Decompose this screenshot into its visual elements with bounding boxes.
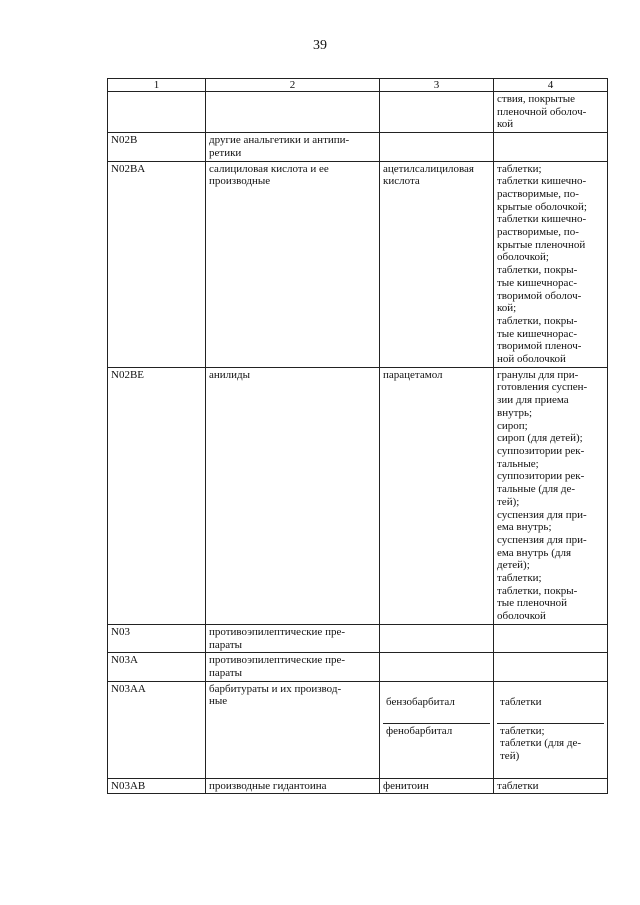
group-name-cell [206, 92, 380, 133]
dosage-forms-cell: таблетки [500, 696, 542, 709]
medication-table [107, 78, 608, 794]
group-name-cell: противоэпилептические пре- параты [206, 653, 380, 681]
column-number: 2 [206, 79, 380, 92]
drug-name-cell: парацетамол [380, 367, 494, 624]
drug-name-cell: фенитоин [380, 778, 494, 794]
column-number: 3 [380, 79, 494, 92]
drug-name-stack [380, 681, 494, 778]
group-name-cell: салициловая кислота и ее производные [206, 161, 380, 367]
dosage-forms-cell: таблетки; таблетки (для де- тей) [497, 723, 604, 764]
drug-name-cell [380, 624, 494, 652]
dosage-forms-cell: таблетки [494, 778, 608, 794]
dosage-forms-cell: ствия, покрытые пленочной оболоч- кой [494, 92, 608, 133]
column-number: 4 [494, 79, 608, 92]
table-row [108, 92, 608, 133]
drug-name-cell [380, 92, 494, 133]
table-row [108, 624, 608, 652]
drug-name-cell: бензобарбитал [386, 696, 455, 709]
atc-code-cell: N03 [108, 624, 206, 652]
atc-code-cell: N02BE [108, 367, 206, 624]
table-row [108, 133, 608, 161]
group-name-cell: барбитураты и их производ- ные [206, 681, 380, 778]
dosage-forms-cell: гранулы для при- готовления суспен- зии для приема внутрь; сироп; сироп (для детей); суппозитории рек- тальные; суппозитории рек- тальные (для де- тей); суспензия для при- ема внутрь; суспензия для при- ема внутрь (для детей); таблетки; таблетки, покры- тые пленочной оболочкой [494, 367, 608, 624]
atc-code-cell: N02BA [108, 161, 206, 367]
atc-code-cell: N03A [108, 653, 206, 681]
table-row [108, 778, 608, 794]
table-row [108, 653, 608, 681]
table-row [108, 161, 608, 367]
group-name-cell: анилиды [206, 367, 380, 624]
table-row [108, 681, 608, 778]
drug-name-cell: фенобарбитал [383, 723, 490, 739]
table-row [108, 367, 608, 624]
atc-code-cell: N03AB [108, 778, 206, 794]
group-name-cell: другие анальгетики и антипи- ретики [206, 133, 380, 161]
dosage-forms-cell [494, 653, 608, 681]
drug-name-cell: ацетилсалициловая кислота [380, 161, 494, 367]
group-name-cell: противоэпилептические пре- параты [206, 624, 380, 652]
atc-code-cell: N02B [108, 133, 206, 161]
drug-name-cell [380, 133, 494, 161]
page-number: 39 [313, 38, 327, 53]
dosage-forms-cell [494, 133, 608, 161]
atc-code-cell [108, 92, 206, 133]
drug-name-cell [380, 653, 494, 681]
dosage-forms-cell: таблетки; таблетки кишечно- растворимые, по- крытые оболочкой; таблетки кишечно- растворимые, по- крытые пленочной оболочкой; таблетки, покры- тые кишечнорас- творимой оболоч- кой; таблетки, покры- тые кишечнорас- творимой пленоч- ной оболочкой [494, 161, 608, 367]
dosage-forms-cell [494, 624, 608, 652]
column-number-row [108, 79, 608, 92]
dosage-forms-stack [494, 681, 608, 778]
atc-code-cell: N03AA [108, 681, 206, 778]
column-number: 1 [108, 79, 206, 92]
group-name-cell: производные гидантоина [206, 778, 380, 794]
